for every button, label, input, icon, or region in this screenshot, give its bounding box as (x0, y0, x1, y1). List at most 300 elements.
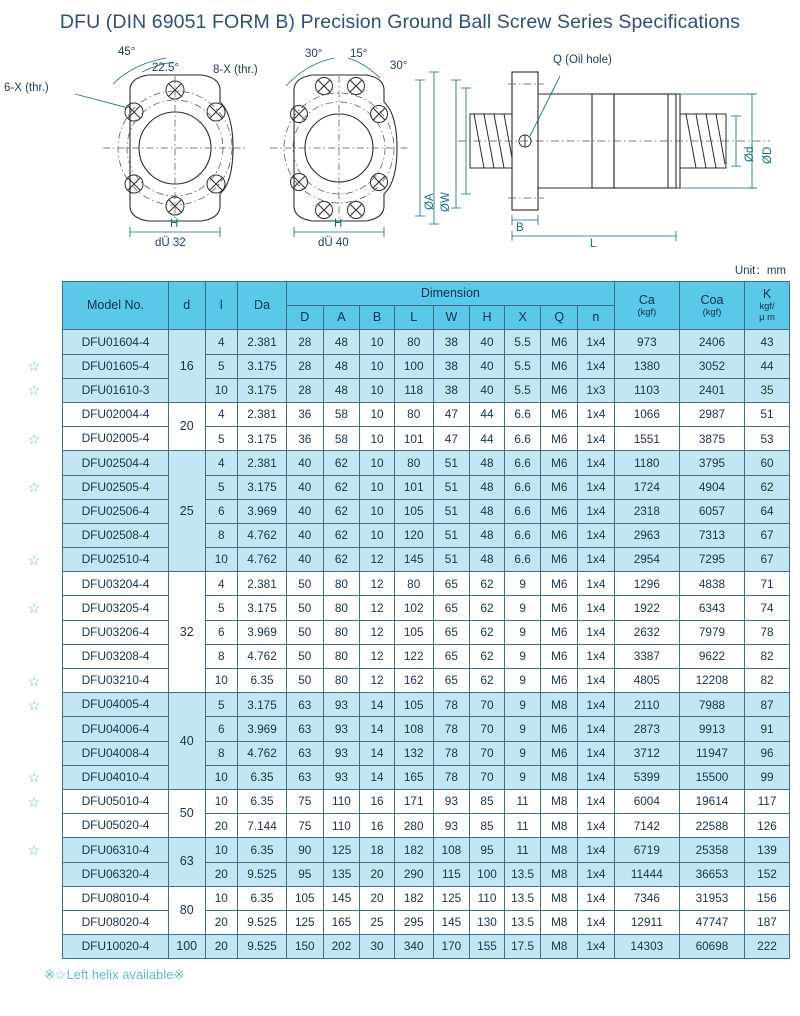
cell-dim-x: 13.5 (504, 910, 541, 934)
cell-dim-n: 1x4 (578, 451, 615, 475)
cell-dim-x: 9 (504, 596, 541, 620)
cell-dim-w: 65 (433, 572, 470, 596)
table-row (63, 693, 790, 717)
cell-dim-x: 13.5 (504, 862, 541, 886)
assembly-b-label: B (516, 222, 524, 234)
cell-ca: 2632 (614, 620, 679, 644)
cell-k: 139 (745, 838, 790, 862)
col-dim-h: H (470, 306, 505, 330)
cell-dim-x: 9 (504, 644, 541, 668)
cell-ca: 6004 (614, 789, 679, 813)
cell-ca: 1103 (614, 378, 679, 402)
cell-dim-b: 10 (360, 451, 395, 475)
cell-k: 62 (745, 475, 790, 499)
cell-l: 6 (205, 620, 238, 644)
cell-ca: 12911 (614, 910, 679, 934)
cell-d: 25 (168, 451, 205, 572)
cell-dim-h: 48 (470, 523, 505, 547)
cell-da: 6.35 (238, 789, 287, 813)
cell-model-no: DFU06310-4 (63, 838, 169, 862)
header-row-top (63, 282, 790, 306)
cell-da: 3.175 (238, 596, 287, 620)
cell-dim-w: 47 (433, 402, 470, 426)
cell-dim-b: 16 (360, 789, 395, 813)
cell-dim-b: 18 (360, 838, 395, 862)
cell-d: 16 (168, 330, 205, 403)
cell-dim-h: 130 (470, 910, 505, 934)
cell-ca: 2963 (614, 523, 679, 547)
cell-dim-a: 62 (323, 451, 360, 475)
cell-dim-h: 62 (470, 596, 505, 620)
cell-dim-h: 95 (470, 838, 505, 862)
cell-d: 80 (168, 886, 205, 934)
cell-dim-w: 38 (433, 354, 470, 378)
cell-dim-l: 132 (394, 741, 433, 765)
cell-dim-n: 1x4 (578, 814, 615, 838)
cell-dim-a: 80 (323, 644, 360, 668)
cell-dim-n: 1x4 (578, 717, 615, 741)
cell-da: 4.762 (238, 741, 287, 765)
cell-dim-d: 40 (286, 475, 323, 499)
cell-ca: 7346 (614, 886, 679, 910)
cell-da: 3.175 (238, 693, 287, 717)
col-dim-q: Q (541, 306, 578, 330)
specification-table (62, 281, 790, 959)
cell-dim-l: 101 (394, 427, 433, 451)
cell-model-no: DFU02005-4 (63, 427, 169, 451)
cell-dim-w: 78 (433, 693, 470, 717)
cell-dim-q: M6 (541, 451, 578, 475)
cell-model-no: DFU05020-4 (63, 814, 169, 838)
cell-dim-h: 62 (470, 572, 505, 596)
cell-k: 64 (745, 499, 790, 523)
cell-l: 5 (205, 427, 238, 451)
cell-dim-d: 28 (286, 330, 323, 354)
unit-label: Unit：mm (734, 265, 786, 277)
cell-ca: 4805 (614, 669, 679, 693)
cell-ca: 973 (614, 330, 679, 354)
cell-l: 5 (205, 596, 238, 620)
table-row (63, 451, 790, 475)
cell-dim-h: 40 (470, 354, 505, 378)
cell-da: 6.35 (238, 765, 287, 789)
cell-dim-d: 105 (286, 886, 323, 910)
cell-dim-a: 48 (323, 378, 360, 402)
cell-model-no: DFU02504-4 (63, 451, 169, 475)
cell-model-no: DFU10020-4 (63, 935, 169, 959)
cell-da: 2.381 (238, 402, 287, 426)
cell-dim-b: 12 (360, 548, 395, 572)
cell-dim-x: 9 (504, 669, 541, 693)
cell-dim-q: M6 (541, 523, 578, 547)
cell-dim-b: 12 (360, 644, 395, 668)
cell-da: 4.762 (238, 523, 287, 547)
cell-dim-h: 62 (470, 644, 505, 668)
col-k-label: K (762, 287, 772, 302)
cell-d: 20 (168, 402, 205, 450)
cell-dim-l: 122 (394, 644, 433, 668)
cell-dim-d: 40 (286, 523, 323, 547)
cell-model-no: DFU05010-4 (63, 789, 169, 813)
cell-dim-x: 5.5 (504, 354, 541, 378)
table-row (63, 572, 790, 596)
cell-k: 74 (745, 596, 790, 620)
col-k-unit-2: μ m (759, 311, 775, 323)
cell-dim-d: 28 (286, 378, 323, 402)
cell-dim-d: 36 (286, 402, 323, 426)
cell-dim-n: 1x4 (578, 789, 615, 813)
cell-dim-b: 10 (360, 499, 395, 523)
cell-dim-b: 25 (360, 910, 395, 934)
cell-dim-l: 101 (394, 475, 433, 499)
cell-k: 96 (745, 741, 790, 765)
cell-dim-q: M8 (541, 765, 578, 789)
cell-k: 82 (745, 644, 790, 668)
cell-k: 51 (745, 402, 790, 426)
table-row (63, 402, 790, 426)
cell-dim-n: 1x4 (578, 910, 615, 934)
cell-dim-l: 80 (394, 402, 433, 426)
cell-dim-w: 125 (433, 886, 470, 910)
table-row (63, 935, 790, 959)
cell-l: 6 (205, 499, 238, 523)
table-row (63, 789, 790, 813)
flange-right-angle-30b: 30° (390, 60, 408, 72)
cell-dim-b: 10 (360, 354, 395, 378)
cell-dim-h: 110 (470, 886, 505, 910)
col-dim-b: B (360, 306, 395, 330)
cell-dim-h: 70 (470, 765, 505, 789)
cell-da: 6.35 (238, 886, 287, 910)
cell-dim-x: 9 (504, 693, 541, 717)
cell-da: 3.969 (238, 620, 287, 644)
cell-dim-x: 6.6 (504, 427, 541, 451)
cell-dim-b: 20 (360, 886, 395, 910)
col-dim-a: A (323, 306, 360, 330)
cell-dim-d: 50 (286, 669, 323, 693)
cell-dim-n: 1x4 (578, 741, 615, 765)
cell-dim-h: 85 (470, 789, 505, 813)
cell-dim-w: 145 (433, 910, 470, 934)
col-ca-label: Ca (638, 292, 655, 307)
flange-right-caption: dÜ 40 (318, 237, 349, 249)
cell-dim-a: 110 (323, 814, 360, 838)
col-dim-d: D (286, 306, 323, 330)
cell-k: 117 (745, 789, 790, 813)
cell-dim-w: 65 (433, 596, 470, 620)
cell-dim-l: 120 (394, 523, 433, 547)
cell-coa: 7295 (679, 548, 744, 572)
cell-dim-x: 5.5 (504, 378, 541, 402)
cell-dim-h: 62 (470, 620, 505, 644)
flange-right-angle-15: 15° (350, 48, 368, 60)
col-coa-label: Coa (700, 292, 724, 307)
assembly-oil-hole-label: Q (Oil hole) (553, 54, 612, 66)
cell-dim-n: 1x4 (578, 427, 615, 451)
cell-ca: 7142 (614, 814, 679, 838)
cell-dim-d: 95 (286, 862, 323, 886)
cell-coa: 2406 (679, 330, 744, 354)
cell-model-no: DFU03210-4 (63, 669, 169, 693)
assembly-dia-d-small-label: Ød (744, 146, 756, 162)
cell-l: 5 (205, 354, 238, 378)
cell-k: 78 (745, 620, 790, 644)
cell-dim-q: M8 (541, 886, 578, 910)
cell-dim-b: 30 (360, 935, 395, 959)
cell-d: 100 (168, 935, 205, 959)
cell-ca: 1296 (614, 572, 679, 596)
cell-dim-h: 44 (470, 427, 505, 451)
flange-left-angle-45: 45° (118, 46, 136, 58)
cell-ca: 2954 (614, 548, 679, 572)
cell-dim-l: 162 (394, 669, 433, 693)
cell-dim-l: 280 (394, 814, 433, 838)
cell-dim-a: 62 (323, 548, 360, 572)
cell-coa: 7313 (679, 523, 744, 547)
cell-dim-b: 14 (360, 693, 395, 717)
cell-l: 10 (205, 886, 238, 910)
cell-d: 50 (168, 789, 205, 837)
cell-da: 6.35 (238, 838, 287, 862)
cell-dim-x: 6.6 (504, 499, 541, 523)
cell-ca: 3712 (614, 741, 679, 765)
cell-dim-b: 10 (360, 402, 395, 426)
cell-dim-a: 80 (323, 572, 360, 596)
cell-dim-x: 6.6 (504, 402, 541, 426)
cell-dim-d: 40 (286, 548, 323, 572)
cell-coa: 6343 (679, 596, 744, 620)
cell-ca: 1066 (614, 402, 679, 426)
cell-ca: 2318 (614, 499, 679, 523)
cell-l: 8 (205, 644, 238, 668)
footnote (0, 959, 800, 983)
cell-coa: 2987 (679, 402, 744, 426)
cell-ca: 5399 (614, 765, 679, 789)
cell-dim-l: 118 (394, 378, 433, 402)
cell-k: 35 (745, 378, 790, 402)
cell-dim-q: M6 (541, 427, 578, 451)
cell-coa: 22588 (679, 814, 744, 838)
col-coa (679, 282, 744, 330)
cell-dim-l: 108 (394, 717, 433, 741)
table-body (63, 330, 790, 959)
cell-dim-d: 63 (286, 693, 323, 717)
cell-dim-h: 70 (470, 693, 505, 717)
cell-dim-b: 16 (360, 814, 395, 838)
cell-model-no: DFU02505-4 (63, 475, 169, 499)
cell-dim-w: 38 (433, 378, 470, 402)
cell-dim-x: 6.6 (504, 475, 541, 499)
cell-da: 2.381 (238, 451, 287, 475)
cell-da: 4.762 (238, 644, 287, 668)
cell-dim-b: 14 (360, 765, 395, 789)
cell-dim-d: 75 (286, 814, 323, 838)
cell-l: 5 (205, 475, 238, 499)
cell-l: 10 (205, 765, 238, 789)
cell-dim-w: 78 (433, 717, 470, 741)
table-head (63, 282, 790, 330)
cell-dim-d: 75 (286, 789, 323, 813)
left-helix-star-icon: ☆ (27, 600, 41, 617)
cell-l: 4 (205, 402, 238, 426)
cell-dim-w: 65 (433, 669, 470, 693)
cell-dim-d: 125 (286, 910, 323, 934)
cell-dim-n: 1x4 (578, 644, 615, 668)
col-dimension-group: Dimension (286, 282, 614, 306)
cell-coa: 47747 (679, 910, 744, 934)
cell-ca: 2110 (614, 693, 679, 717)
cell-dim-l: 80 (394, 330, 433, 354)
cell-da: 4.762 (238, 548, 287, 572)
cell-dim-n: 1x4 (578, 862, 615, 886)
page-title: DFU (DIN 69051 FORM B) Precision Ground Ball Screw Series Specifications (59, 11, 741, 33)
cell-dim-h: 48 (470, 475, 505, 499)
cell-dim-l: 105 (394, 693, 433, 717)
cell-l: 10 (205, 548, 238, 572)
cell-dim-n: 1x4 (578, 620, 615, 644)
cell-coa: 11947 (679, 741, 744, 765)
cell-model-no: DFU03206-4 (63, 620, 169, 644)
cell-dim-b: 12 (360, 620, 395, 644)
flange-diagram-du40 (262, 42, 442, 257)
cell-l: 10 (205, 789, 238, 813)
cell-k: 99 (745, 765, 790, 789)
cell-coa: 9622 (679, 644, 744, 668)
cell-coa: 3795 (679, 451, 744, 475)
col-da: Da (238, 282, 287, 330)
cell-k: 67 (745, 548, 790, 572)
cell-dim-d: 50 (286, 644, 323, 668)
cell-model-no: DFU04008-4 (63, 741, 169, 765)
left-helix-star-icon: ☆ (27, 672, 41, 689)
cell-dim-q: M8 (541, 935, 578, 959)
cell-dim-w: 51 (433, 523, 470, 547)
cell-dim-n: 1x4 (578, 548, 615, 572)
cell-dim-q: M6 (541, 330, 578, 354)
cell-dim-w: 78 (433, 741, 470, 765)
left-helix-star-icon: ☆ (27, 358, 41, 375)
cell-dim-a: 93 (323, 717, 360, 741)
cell-dim-a: 62 (323, 523, 360, 547)
cell-da: 3.175 (238, 475, 287, 499)
cell-dim-q: M6 (541, 717, 578, 741)
cell-dim-q: M6 (541, 378, 578, 402)
cell-dim-x: 9 (504, 717, 541, 741)
cell-l: 20 (205, 862, 238, 886)
cell-model-no: DFU01610-3 (63, 378, 169, 402)
cell-dim-l: 290 (394, 862, 433, 886)
col-dim-w: W (433, 306, 470, 330)
cell-dim-l: 182 (394, 838, 433, 862)
cell-dim-w: 47 (433, 427, 470, 451)
cell-model-no: DFU04010-4 (63, 765, 169, 789)
cell-dim-w: 170 (433, 935, 470, 959)
cell-dim-d: 50 (286, 572, 323, 596)
cell-coa: 2401 (679, 378, 744, 402)
cell-dim-b: 20 (360, 862, 395, 886)
cell-dim-n: 1x4 (578, 669, 615, 693)
specification-table-container (0, 281, 800, 959)
cell-dim-h: 100 (470, 862, 505, 886)
cell-dim-q: M6 (541, 741, 578, 765)
cell-dim-a: 62 (323, 475, 360, 499)
cell-coa: 12208 (679, 669, 744, 693)
cell-dim-q: M6 (541, 669, 578, 693)
cell-dim-b: 14 (360, 717, 395, 741)
cell-dim-l: 102 (394, 596, 433, 620)
cell-dim-x: 9 (504, 765, 541, 789)
cell-dim-h: 62 (470, 669, 505, 693)
cell-k: 222 (745, 935, 790, 959)
cell-dim-h: 70 (470, 741, 505, 765)
cell-dim-b: 10 (360, 330, 395, 354)
cell-dim-n: 1x4 (578, 596, 615, 620)
cell-l: 20 (205, 910, 238, 934)
cell-model-no: DFU03208-4 (63, 644, 169, 668)
cell-ca: 1551 (614, 427, 679, 451)
cell-k: 156 (745, 886, 790, 910)
cell-dim-n: 1x4 (578, 402, 615, 426)
cell-dim-w: 38 (433, 330, 470, 354)
cell-dim-x: 11 (504, 814, 541, 838)
footnote-text: ※☆Left helix available※ (44, 967, 185, 983)
left-helix-star-icon: ☆ (27, 430, 41, 447)
cell-ca: 11444 (614, 862, 679, 886)
table-row (63, 886, 790, 910)
cell-l: 4 (205, 330, 238, 354)
cell-dim-w: 93 (433, 814, 470, 838)
cell-dim-b: 10 (360, 475, 395, 499)
flange-left-thread-note: 6-X (thr.) (4, 82, 49, 94)
cell-dim-d: 50 (286, 596, 323, 620)
cell-coa: 3875 (679, 427, 744, 451)
cell-dim-b: 10 (360, 523, 395, 547)
cell-dim-d: 40 (286, 451, 323, 475)
cell-coa: 7988 (679, 693, 744, 717)
assembly-dia-a-label: ØA (424, 193, 436, 210)
cell-dim-n: 1x4 (578, 523, 615, 547)
cell-da: 3.175 (238, 354, 287, 378)
cell-dim-x: 11 (504, 838, 541, 862)
cell-ca: 1380 (614, 354, 679, 378)
cell-dim-b: 12 (360, 596, 395, 620)
cell-dim-w: 51 (433, 451, 470, 475)
cell-coa: 4904 (679, 475, 744, 499)
flange-left-h-label: H (170, 218, 179, 230)
cell-k: 60 (745, 451, 790, 475)
cell-dim-h: 40 (470, 378, 505, 402)
cell-dim-x: 6.6 (504, 523, 541, 547)
cell-ca: 2873 (614, 717, 679, 741)
cell-coa: 25358 (679, 838, 744, 862)
cell-model-no: DFU02004-4 (63, 402, 169, 426)
cell-dim-a: 80 (323, 669, 360, 693)
cell-l: 10 (205, 669, 238, 693)
cell-dim-l: 80 (394, 572, 433, 596)
cell-dim-a: 145 (323, 886, 360, 910)
cell-dim-l: 105 (394, 620, 433, 644)
cell-dim-q: M6 (541, 596, 578, 620)
cell-da: 3.175 (238, 378, 287, 402)
cell-da: 9.525 (238, 910, 287, 934)
col-coa-unit: (kgf) (702, 305, 722, 317)
cell-dim-d: 63 (286, 741, 323, 765)
cell-dim-n: 1x4 (578, 765, 615, 789)
table-row (63, 330, 790, 354)
cell-da: 9.525 (238, 862, 287, 886)
cell-da: 3.969 (238, 499, 287, 523)
cell-dim-q: M8 (541, 693, 578, 717)
